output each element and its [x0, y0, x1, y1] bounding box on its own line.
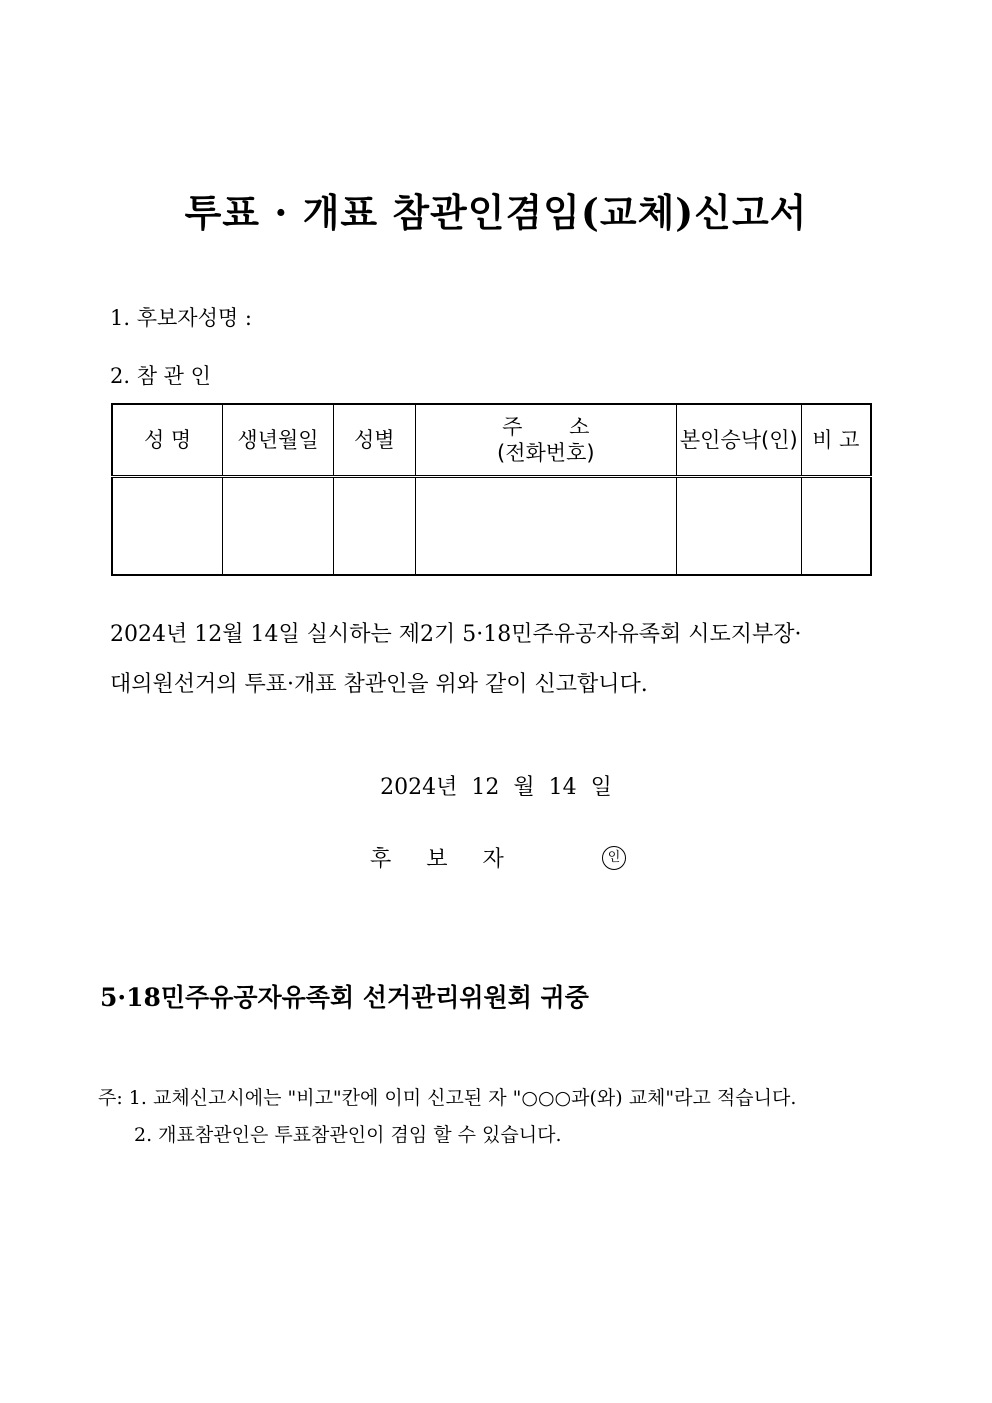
- declaration-line-2: 대의원선거의 투표·개표 참관인을 위와 같이 신고합니다.: [110, 672, 648, 697]
- cell-consent[interactable]: [676, 477, 801, 576]
- note-2: 2. 개표참관인은 투표참관인이 겸임 할 수 있습니다.: [134, 1124, 562, 1146]
- declaration-line-1: 2024년 12월 14일 실시하는 제2기 5·18민주유공자유족회 시도지부장·: [110, 622, 802, 647]
- note-1: 주: 1. 교체신고시에는 "비고"칸에 이미 신고된 자 "○○○과(와) 교체"라고 적습니다.: [98, 1087, 797, 1109]
- table-row: [112, 477, 871, 576]
- cell-name[interactable]: [112, 477, 223, 576]
- candidate-name-label: 1. 후보자성명 :: [110, 306, 252, 330]
- seal-mark: 인: [602, 846, 626, 870]
- cell-gender[interactable]: [333, 477, 415, 576]
- header-remark: 비 고: [801, 404, 871, 477]
- cell-address[interactable]: [415, 477, 676, 576]
- header-name: 성 명: [112, 404, 223, 477]
- observer-section-label: 2. 참 관 인: [110, 364, 211, 388]
- cell-birthdate[interactable]: [223, 477, 334, 576]
- header-address: [415, 404, 676, 477]
- cell-remark[interactable]: [801, 477, 871, 576]
- header-gender: 성별: [333, 404, 415, 477]
- addressee: 5·18민주유공자유족회 선거관리위원회 귀중: [100, 983, 589, 1012]
- header-address-line1: 주 소: [502, 415, 590, 439]
- header-consent: 본인승낙(인): [676, 404, 801, 477]
- candidate-signature-label: 후 보 자: [370, 847, 518, 872]
- observer-table: [111, 403, 872, 576]
- table-header-row: [112, 404, 871, 477]
- header-birthdate: 생년월일: [223, 404, 334, 477]
- header-address-line2: (전화번호): [497, 441, 595, 465]
- submission-date: 2024년 12 월 14 일: [380, 775, 612, 800]
- document-title: 투표 · 개표 참관인겸임(교체)신고서: [184, 190, 808, 235]
